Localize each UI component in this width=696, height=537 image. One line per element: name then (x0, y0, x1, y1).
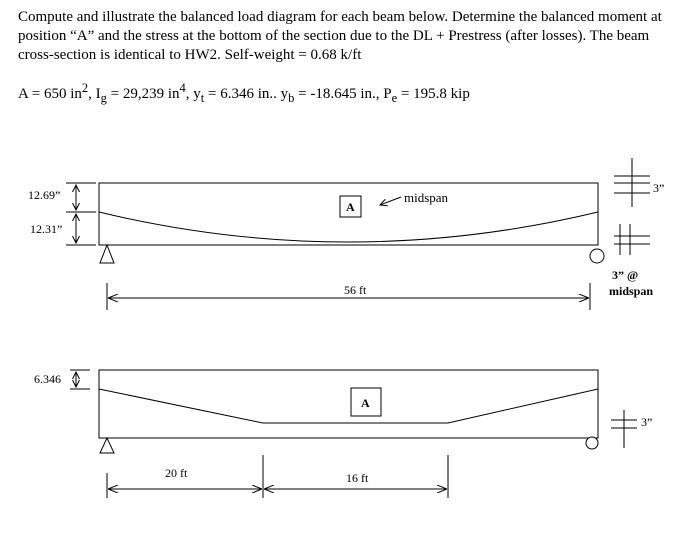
beam1-span-label: 56 ft (344, 283, 367, 297)
beam1-right-mid-dim: 3” @ (612, 268, 639, 282)
beam2-outline (99, 370, 598, 438)
beam2-dim-top-label: 6.346 (34, 372, 61, 386)
beam1-right-top-dim: 3” (653, 181, 665, 195)
beam2-left-span-label: 20 ft (165, 466, 188, 480)
problem-statement: Compute and illustrate the balanced load diagram for each beam below. Determine the balanced moment at position “A” and the stress at the bottom of the section due to the DL + Prestress (after losses). The beam cross-section is identical to HW2. Self-weight = 0.68 k/ft (18, 9, 662, 63)
beam1-point-a-label: A (346, 200, 355, 214)
beam2-mid-span-label: 16 ft (346, 471, 369, 485)
prop-pe: $P_e = 195.8$ kip (383, 86, 470, 105)
beam2-tendon-profile (99, 389, 598, 423)
beam2-right-dim: 3” (641, 415, 653, 429)
beam1-dim-bottom-label: 12.31” (30, 222, 63, 236)
beam1-roller-support (590, 249, 604, 263)
beam1-pin-support (100, 245, 114, 263)
beam2-point-a-label: A (361, 396, 370, 410)
beam1-right-mid-sub: midspan (609, 284, 654, 298)
beam2-roller-support (586, 437, 598, 449)
beam2 (34, 370, 652, 498)
beam1-dim-top-label: 12.69” (28, 188, 61, 202)
beam1-midspan-arrow (380, 197, 401, 205)
beam2-pin-support (100, 438, 114, 453)
prop-area: A = 650 $in^2$, (18, 81, 96, 102)
beam1-midspan-label: midspan (404, 190, 449, 205)
prop-yb: $y_b = -18.645$ in., (280, 86, 384, 105)
beam1 (28, 158, 664, 310)
prop-moment-of-inertia: $I_g = 29,239$ $in^4$, (95, 81, 194, 105)
prop-yt: $y_t = 6.346$ in.. (193, 86, 281, 105)
